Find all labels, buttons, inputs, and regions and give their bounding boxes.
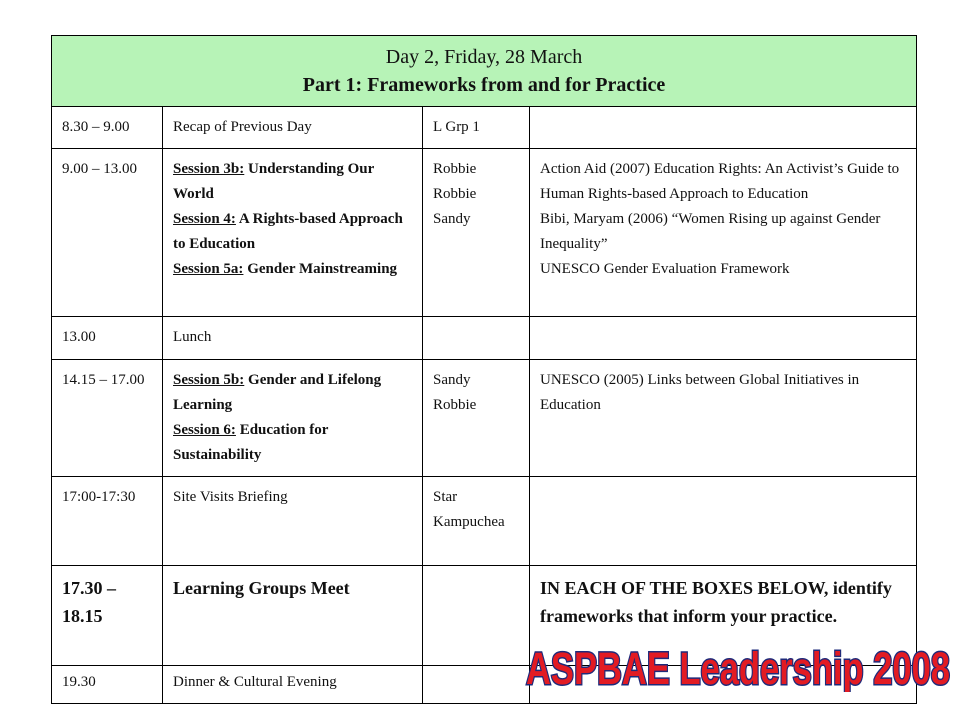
facilitator-cell: [423, 149, 530, 317]
session-entry: [173, 207, 412, 257]
table-row: [52, 107, 917, 149]
part-title: Part 1: Frameworks from and for Practice: [302, 74, 666, 96]
time-cell: 9.00 – 13.00: [52, 149, 163, 317]
time-cell: 8.30 – 9.00: [52, 107, 163, 149]
facilitator-name: Robbie: [433, 397, 477, 413]
time-cell: 17.30 – 18.15: [52, 566, 163, 666]
resource-item: UNESCO Gender Evaluation Framework: [540, 261, 790, 277]
session-title: Gender Mainstreaming: [243, 261, 398, 277]
resource-item: Bibi, Maryam (2006) “Women Rising up against Gender Inequality”: [540, 211, 881, 252]
header-row: [52, 36, 917, 107]
resource-item: UNESCO (2005) Links between Global Initiatives in Education: [540, 372, 860, 413]
session-title: A Rights-based Approach to Education: [173, 211, 403, 252]
resources-cell: [530, 360, 917, 477]
sessions-cell: [163, 149, 423, 317]
table-row: [52, 360, 917, 477]
facilitator-name: Sandy: [433, 372, 471, 388]
session-code: Session 6:: [173, 422, 236, 438]
facilitator-cell: [423, 360, 530, 477]
activity-cell: Dinner & Cultural Evening: [163, 666, 423, 704]
activity-cell: Learning Groups Meet: [163, 566, 423, 666]
activity-cell: Lunch: [163, 317, 423, 360]
activity-cell: Site Visits Briefing: [163, 477, 423, 566]
session-title: Understanding Our World: [173, 161, 375, 202]
facilitator-name: Robbie: [433, 186, 477, 202]
session-title: Gender and Lifelong Learning: [173, 372, 382, 413]
session-entry: [173, 257, 412, 282]
time-cell: 13.00: [52, 317, 163, 360]
table-row: [52, 477, 917, 566]
table-row: [52, 317, 917, 360]
logo-text: ASPBAE Leadership 2008: [526, 643, 950, 692]
facilitator-name: Sandy: [433, 211, 471, 227]
facilitator-cell: [423, 317, 530, 360]
session-code: Session 5b:: [173, 372, 245, 388]
aspbae-leadership-logo: [522, 640, 954, 692]
resources-cell: [530, 107, 917, 149]
session-entry: [173, 157, 412, 207]
resources-cell: [530, 477, 917, 566]
sessions-cell: [163, 360, 423, 477]
facilitator-cell: Star Kampuchea: [423, 477, 530, 566]
session-entry: [173, 368, 412, 418]
resources-cell: [530, 317, 917, 360]
time-cell: 19.30: [52, 666, 163, 704]
facilitator-cell: L Grp 1: [423, 107, 530, 149]
facilitator-cell: [423, 566, 530, 666]
table-row: [52, 149, 917, 317]
resources-cell: [530, 149, 917, 317]
activity-cell: Recap of Previous Day: [163, 107, 423, 149]
session-code: Session 5a:: [173, 261, 244, 277]
day-header: [52, 36, 917, 107]
time-cell: 14.15 – 17.00: [52, 360, 163, 477]
instruction-cell: IN EACH OF THE BOXES BELOW, identify frameworks that inform your practice.: [530, 566, 917, 666]
day-title: Day 2, Friday, 28 March: [385, 46, 583, 68]
session-title: Education for Sustainability: [173, 422, 329, 463]
session-entry: [173, 418, 412, 468]
schedule-table: [51, 35, 917, 704]
resource-item: Action Aid (2007) Education Rights: An Activist’s Guide to Human Rights-based Approach to Education: [540, 161, 900, 202]
facilitator-name: Robbie: [433, 161, 477, 177]
facilitator-cell: [423, 666, 530, 704]
session-code: Session 3b:: [173, 161, 245, 177]
time-cell: 17:00-17:30: [52, 477, 163, 566]
session-code: Session 4:: [173, 211, 236, 227]
